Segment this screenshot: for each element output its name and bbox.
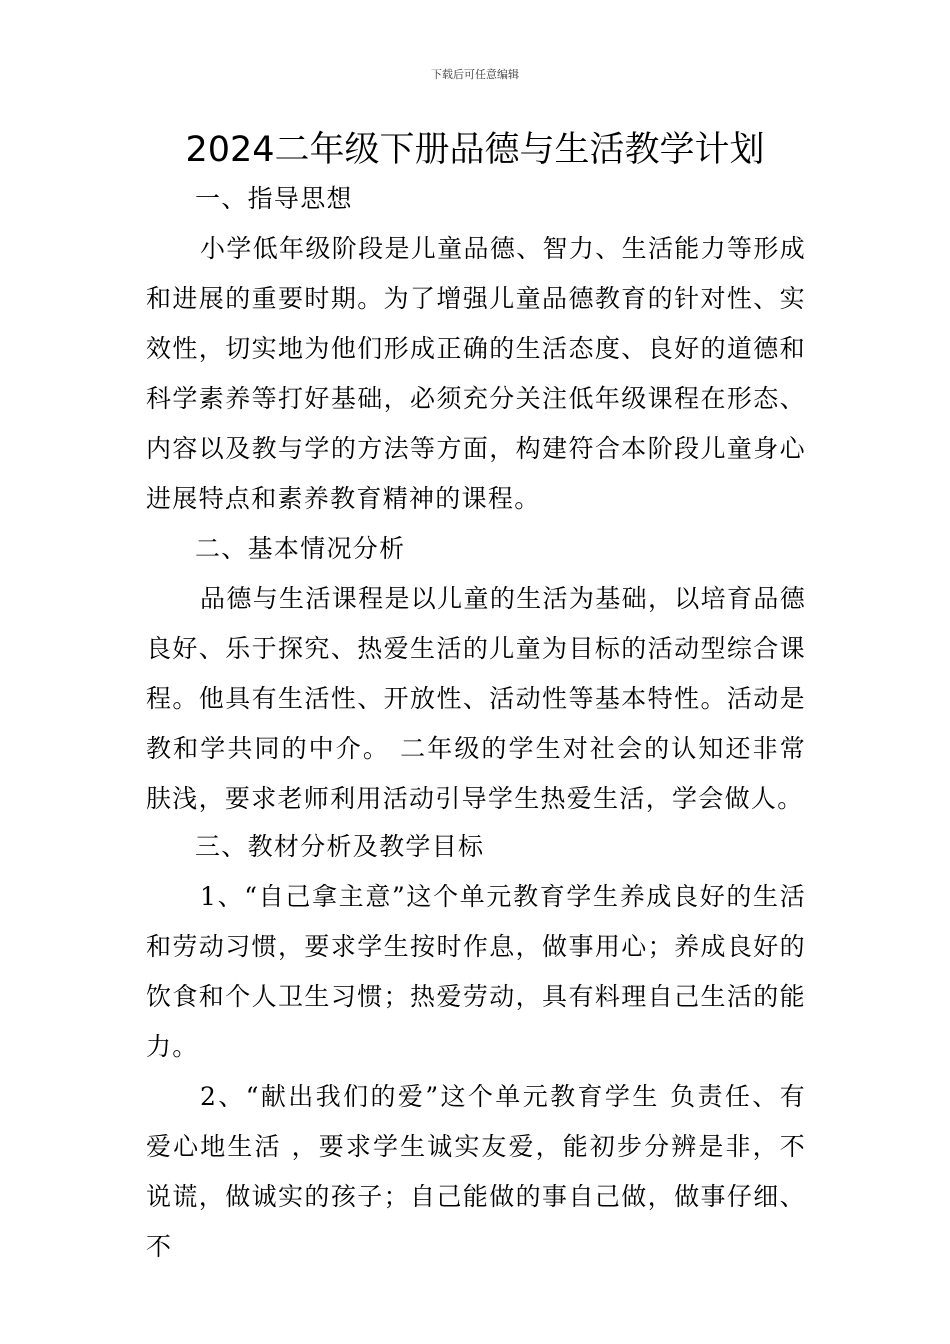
section-heading-3: 三、教材分析及教学目标 [195, 832, 485, 861]
section-heading-1: 一、指导思想 [195, 184, 353, 213]
list-item: 2、“献出我们的爱”这个单元教育学生 负责任、有爱心地生活 ，要求学生诚实友爱，能初步分辨是非，不说谎，做诚实的孩子；自己能做的事自己做，做事仔细、不 [146, 1082, 806, 1261]
document-title: 2024二年级下册品德与生活教学计划 [185, 130, 765, 170]
header-note: 下载后可任意编辑 [431, 68, 519, 81]
paragraph: 小学低年级阶段是儿童品德、智力、生活能力等形成和进展的重要时期。为了增强儿童品德教育的针对性、实效性，切实地为他们形成正确的生活态度、良好的道德和科学素养等打好基础，必须充分关注低年级课程在形态、内容以及教与学的方法等方面，构建符合本阶段儿童身心进展特点和素养教育精神的课程。 [146, 234, 806, 513]
list-item: 1、“自己拿主意”这个单元教育学生养成良好的生活和劳动习惯，要求学生按时作息，做事用心；养成良好的饮食和个人卫生习惯；热爱劳动，具有料理自己生活的能力。 [146, 882, 806, 1061]
section-3-item-2 [146, 1072, 806, 1272]
paragraph: 品德与生活课程是以儿童的生活为基础，以培育品德良好、乐于探究、热爱生活的儿童为目标的活动型综合课程。他具有生活性、开放性、活动性等基本特性。活动是教和学共同的中介。 二年级的学生对社会的认知还非常肤浅，要求老师利用活动引导学生热爱生活，学会做人。 [146, 584, 806, 813]
section-2-paragraph [146, 574, 806, 824]
section-heading-2: 二、基本情况分析 [195, 534, 406, 563]
section-3-item-1 [146, 872, 806, 1072]
section-1-paragraph [146, 224, 806, 524]
